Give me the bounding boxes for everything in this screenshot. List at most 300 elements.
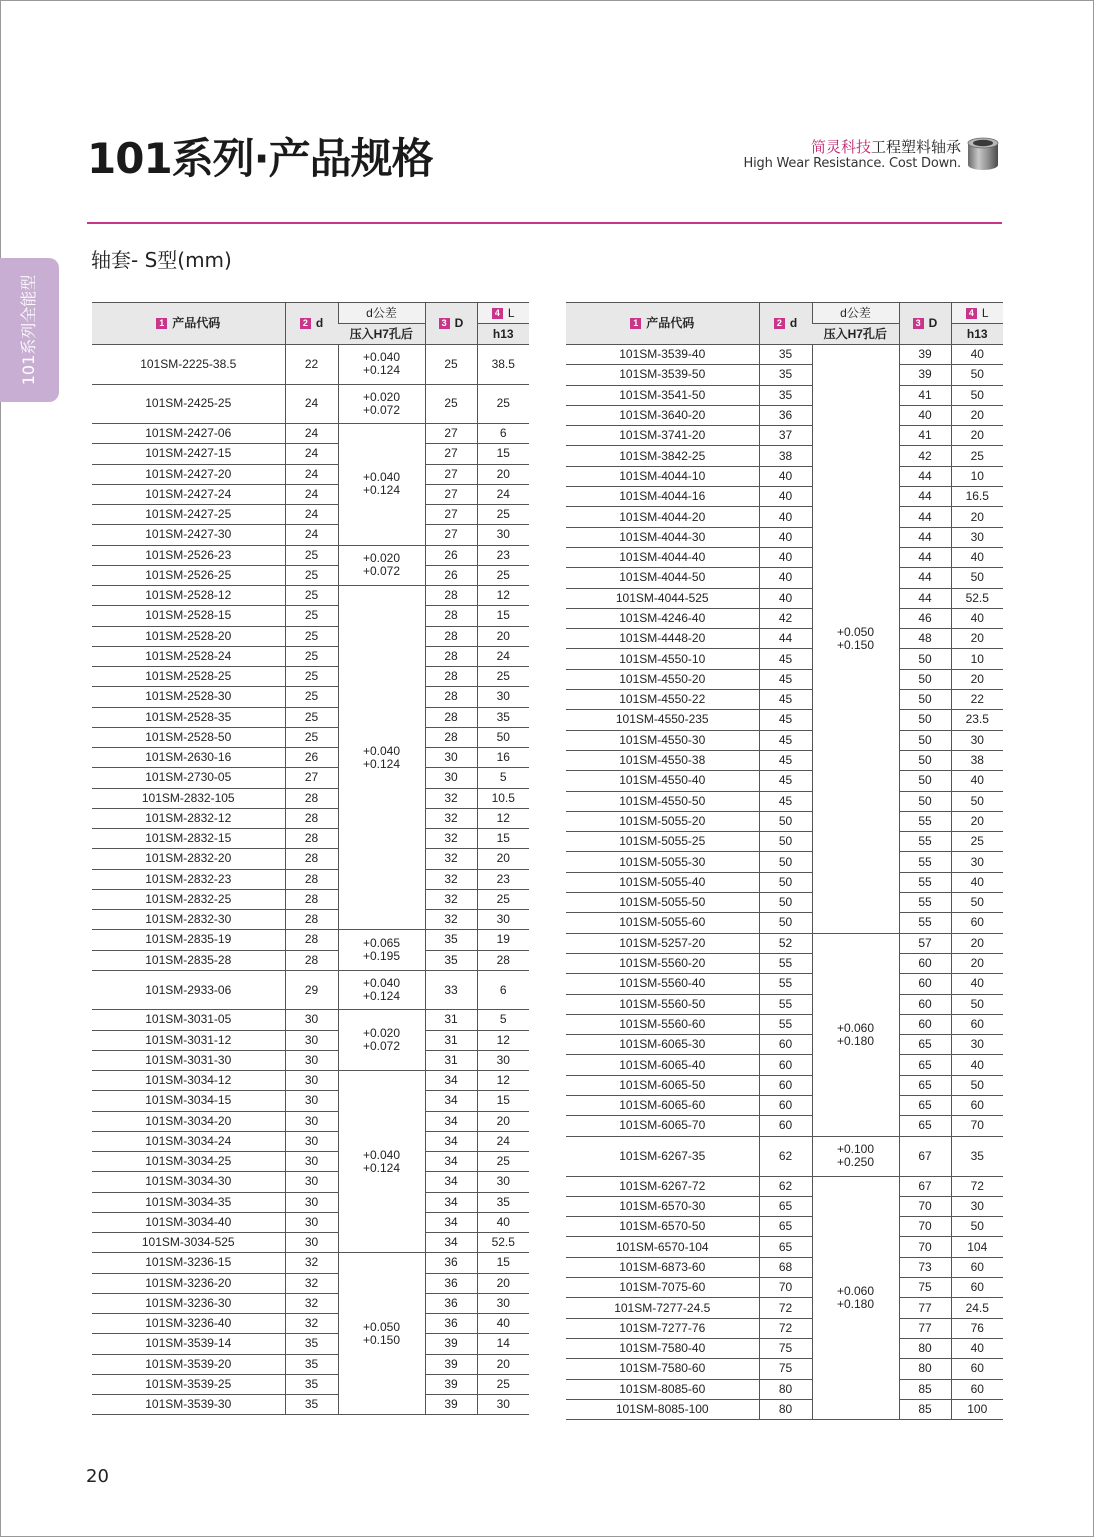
tolerance-cell [812, 933, 899, 1136]
table-row [92, 1192, 529, 1212]
inner-diameter-cell: 55 [759, 994, 812, 1014]
product-code-cell: 101SM-6267-35 [566, 1136, 759, 1176]
column-number-badge: 4 [492, 308, 503, 319]
length-cell: 20 [477, 1273, 529, 1293]
product-code-cell: 101SM-3034-20 [92, 1111, 285, 1131]
table-row [566, 629, 1003, 649]
inner-diameter-cell: 55 [759, 974, 812, 994]
table-row [566, 1237, 1003, 1257]
product-code-cell: 101SM-4550-20 [566, 669, 759, 689]
spec-table-right [566, 302, 1003, 1420]
column-header-d-label: d [789, 316, 798, 330]
length-cell: 30 [951, 730, 1003, 750]
inner-diameter-cell: 45 [759, 710, 812, 730]
tolerance-cell [812, 1136, 899, 1176]
table-row [566, 446, 1003, 466]
tolerance-cell [812, 345, 899, 934]
column-header-tolerance-sub: 压入H7孔后 [338, 324, 425, 345]
outer-diameter-cell: 50 [899, 750, 951, 770]
outer-diameter-cell: 28 [425, 606, 477, 626]
tolerance-upper: +0.060 [836, 1283, 875, 1298]
tolerance-upper: +0.040 [362, 1147, 401, 1162]
product-code-cell: 101SM-6065-40 [566, 1055, 759, 1075]
product-code-cell: 101SM-2835-28 [92, 950, 285, 970]
length-cell: 40 [477, 1314, 529, 1334]
length-cell: 20 [477, 626, 529, 646]
bearing-icon [966, 136, 1000, 172]
outer-diameter-cell: 67 [899, 1136, 951, 1176]
table-row [92, 1334, 529, 1354]
table-row [92, 869, 529, 889]
length-cell: 50 [477, 727, 529, 747]
outer-diameter-cell: 32 [425, 889, 477, 909]
table-row [92, 1212, 529, 1232]
inner-diameter-cell: 24 [285, 444, 338, 464]
tolerance-upper: +0.040 [362, 743, 401, 758]
column-number-badge: 1 [630, 318, 641, 329]
inner-diameter-cell: 35 [285, 1395, 338, 1415]
length-cell: 40 [951, 547, 1003, 567]
outer-diameter-cell: 30 [425, 748, 477, 768]
length-cell: 30 [951, 1196, 1003, 1216]
product-code-cell: 101SM-2933-06 [92, 970, 285, 1010]
table-row [92, 1314, 529, 1334]
inner-diameter-cell: 30 [285, 1010, 338, 1030]
product-code-cell: 101SM-4550-22 [566, 690, 759, 710]
outer-diameter-cell: 34 [425, 1212, 477, 1232]
length-cell: 50 [951, 385, 1003, 405]
table-row [566, 791, 1003, 811]
inner-diameter-cell: 50 [759, 811, 812, 831]
inner-diameter-cell: 60 [759, 1035, 812, 1055]
table-row [566, 994, 1003, 1014]
length-cell: 30 [951, 1035, 1003, 1055]
product-code-cell: 101SM-3031-12 [92, 1030, 285, 1050]
product-code-cell: 101SM-8085-100 [566, 1399, 759, 1419]
outer-diameter-cell: 36 [425, 1314, 477, 1334]
table-row [566, 1298, 1003, 1318]
table-row [566, 872, 1003, 892]
table-row [92, 950, 529, 970]
inner-diameter-cell: 28 [285, 808, 338, 828]
outer-diameter-cell: 27 [425, 505, 477, 525]
tolerance-lower: +0.150 [836, 637, 875, 652]
product-code-cell: 101SM-2528-20 [92, 626, 285, 646]
length-cell: 40 [951, 1338, 1003, 1358]
length-cell: 15 [477, 829, 529, 849]
inner-diameter-cell: 68 [759, 1257, 812, 1277]
inner-diameter-cell: 65 [759, 1196, 812, 1216]
product-code-cell: 101SM-5055-20 [566, 811, 759, 831]
product-code-cell: 101SM-7580-40 [566, 1338, 759, 1358]
outer-diameter-cell: 65 [899, 1055, 951, 1075]
length-cell: 35 [477, 707, 529, 727]
tolerance-cell [338, 545, 425, 586]
inner-diameter-cell: 55 [759, 1014, 812, 1034]
inner-diameter-cell: 40 [759, 487, 812, 507]
column-number-badge: 2 [774, 318, 785, 329]
product-code-cell: 101SM-4550-40 [566, 771, 759, 791]
table-row [92, 505, 529, 525]
outer-diameter-cell: 35 [425, 950, 477, 970]
table-row [92, 889, 529, 909]
inner-diameter-cell: 45 [759, 730, 812, 750]
outer-diameter-cell: 36 [425, 1293, 477, 1313]
table-row [566, 730, 1003, 750]
product-code-cell: 101SM-4044-50 [566, 568, 759, 588]
table-row [566, 1318, 1003, 1338]
length-cell: 25 [477, 565, 529, 585]
inner-diameter-cell: 30 [285, 1091, 338, 1111]
table-row [566, 1116, 1003, 1136]
outer-diameter-cell: 34 [425, 1233, 477, 1253]
outer-diameter-cell: 28 [425, 707, 477, 727]
outer-diameter-cell: 39 [425, 1334, 477, 1354]
table-row [92, 646, 529, 666]
length-cell: 60 [951, 1278, 1003, 1298]
inner-diameter-cell: 40 [759, 568, 812, 588]
outer-diameter-cell: 27 [425, 525, 477, 545]
product-code-cell: 101SM-2832-25 [92, 889, 285, 909]
outer-diameter-cell: 34 [425, 1172, 477, 1192]
inner-diameter-cell: 60 [759, 1075, 812, 1095]
inner-diameter-cell: 25 [285, 626, 338, 646]
outer-diameter-cell: 39 [899, 345, 951, 365]
side-tab [0, 258, 59, 402]
inner-diameter-cell: 32 [285, 1273, 338, 1293]
inner-diameter-cell: 28 [285, 889, 338, 909]
outer-diameter-cell: 28 [425, 687, 477, 707]
length-cell: 20 [951, 507, 1003, 527]
table-row [92, 606, 529, 626]
table-row [92, 1273, 529, 1293]
product-code-cell: 101SM-7075-60 [566, 1278, 759, 1298]
length-cell: 50 [951, 994, 1003, 1014]
outer-diameter-cell: 44 [899, 527, 951, 547]
product-code-cell: 101SM-7277-76 [566, 1318, 759, 1338]
outer-diameter-cell: 26 [425, 565, 477, 585]
tolerance-lower: +0.124 [362, 363, 401, 378]
product-code-cell: 101SM-3539-14 [92, 1334, 285, 1354]
length-cell: 30 [477, 1293, 529, 1313]
tolerance-upper: +0.040 [362, 350, 401, 365]
table-row [566, 1379, 1003, 1399]
inner-diameter-cell: 45 [759, 750, 812, 770]
inner-diameter-cell: 62 [759, 1136, 812, 1176]
inner-diameter-cell: 24 [285, 384, 338, 424]
inner-diameter-cell: 28 [285, 930, 338, 950]
table-row [92, 626, 529, 646]
tolerance-lower: +0.124 [362, 989, 401, 1003]
product-code-cell: 101SM-3034-35 [92, 1192, 285, 1212]
page-number: 20 [86, 1466, 109, 1487]
inner-diameter-cell: 72 [759, 1298, 812, 1318]
inner-diameter-cell: 75 [759, 1359, 812, 1379]
column-header-tolerance: d公差 [812, 303, 899, 324]
side-tab-label: 101系列全能型 [19, 274, 38, 386]
outer-diameter-cell: 28 [425, 586, 477, 606]
table-row [566, 547, 1003, 567]
tolerance-upper: +0.050 [362, 1319, 401, 1334]
outer-diameter-cell: 32 [425, 829, 477, 849]
product-code-cell: 101SM-3539-50 [566, 365, 759, 385]
inner-diameter-cell: 40 [759, 466, 812, 486]
section-subtitle: 轴套- S型(mm) [91, 248, 232, 272]
length-cell: 52.5 [951, 588, 1003, 608]
inner-diameter-cell: 25 [285, 586, 338, 606]
table-row [92, 687, 529, 707]
table-row [566, 953, 1003, 973]
table-row [92, 1091, 529, 1111]
inner-diameter-cell: 29 [285, 970, 338, 1010]
tolerance-cell [338, 345, 425, 385]
column-header-length-label: L [981, 305, 989, 320]
column-number-badge: 3 [439, 318, 450, 329]
outer-diameter-cell: 50 [899, 730, 951, 750]
table-row [566, 1359, 1003, 1379]
outer-diameter-cell: 39 [425, 1395, 477, 1415]
length-cell: 30 [951, 527, 1003, 547]
column-header-d-label: d [315, 316, 324, 330]
inner-diameter-cell: 25 [285, 707, 338, 727]
length-cell: 23.5 [951, 710, 1003, 730]
outer-diameter-cell: 55 [899, 893, 951, 913]
outer-diameter-cell: 36 [425, 1273, 477, 1293]
length-cell: 104 [951, 1237, 1003, 1257]
length-cell: 60 [951, 1359, 1003, 1379]
product-code-cell: 101SM-2225-38.5 [92, 345, 285, 385]
outer-diameter-cell: 55 [899, 852, 951, 872]
table-row [566, 1035, 1003, 1055]
length-cell: 50 [951, 568, 1003, 588]
length-cell: 60 [951, 1095, 1003, 1115]
table-row [92, 1233, 529, 1253]
outer-diameter-cell: 39 [425, 1374, 477, 1394]
inner-diameter-cell: 30 [285, 1233, 338, 1253]
inner-diameter-cell: 25 [285, 727, 338, 747]
outer-diameter-cell: 34 [425, 1192, 477, 1212]
inner-diameter-cell: 45 [759, 649, 812, 669]
table-row [566, 527, 1003, 547]
length-cell: 20 [951, 405, 1003, 425]
product-code-cell: 101SM-2526-25 [92, 565, 285, 585]
outer-diameter-cell: 28 [425, 727, 477, 747]
inner-diameter-cell: 27 [285, 768, 338, 788]
table-row [566, 649, 1003, 669]
table-row [92, 1111, 529, 1131]
length-cell: 16.5 [951, 487, 1003, 507]
table-row [566, 568, 1003, 588]
length-cell: 60 [951, 1014, 1003, 1034]
tolerance-lower: +0.250 [836, 1155, 875, 1170]
tolerance-upper: +0.040 [362, 470, 401, 485]
outer-diameter-cell: 60 [899, 1014, 951, 1034]
outer-diameter-cell: 55 [899, 913, 951, 933]
outer-diameter-cell: 28 [425, 667, 477, 687]
spec-table-left [92, 302, 529, 1415]
inner-diameter-cell: 26 [285, 748, 338, 768]
length-cell: 50 [951, 1075, 1003, 1095]
product-code-cell: 101SM-5055-60 [566, 913, 759, 933]
inner-diameter-cell: 50 [759, 832, 812, 852]
table-row [92, 1172, 529, 1192]
outer-diameter-cell: 28 [425, 626, 477, 646]
length-cell: 23 [477, 869, 529, 889]
product-code-cell: 101SM-6065-70 [566, 1116, 759, 1136]
table-row [566, 1196, 1003, 1216]
inner-diameter-cell: 45 [759, 791, 812, 811]
length-cell: 50 [951, 1217, 1003, 1237]
product-code-cell: 101SM-3034-12 [92, 1071, 285, 1091]
product-code-cell: 101SM-2526-23 [92, 545, 285, 565]
column-header-code [92, 303, 285, 345]
length-cell: 25 [951, 832, 1003, 852]
table-row [92, 1293, 529, 1313]
length-cell: 50 [951, 893, 1003, 913]
product-code-cell: 101SM-3236-15 [92, 1253, 285, 1273]
length-cell: 60 [951, 913, 1003, 933]
length-cell: 16 [477, 748, 529, 768]
length-cell: 40 [477, 1212, 529, 1232]
inner-diameter-cell: 45 [759, 771, 812, 791]
column-header-outer-d-label: D [928, 316, 938, 330]
inner-diameter-cell: 24 [285, 484, 338, 504]
product-code-cell: 101SM-4044-10 [566, 466, 759, 486]
length-cell: 24 [477, 1131, 529, 1151]
table-row [92, 748, 529, 768]
length-cell: 10 [951, 649, 1003, 669]
product-code-cell: 101SM-4448-20 [566, 629, 759, 649]
length-cell: 5 [477, 768, 529, 788]
outer-diameter-cell: 39 [899, 365, 951, 385]
inner-diameter-cell: 37 [759, 426, 812, 446]
inner-diameter-cell: 35 [759, 385, 812, 405]
product-code-cell: 101SM-5055-50 [566, 893, 759, 913]
table-row [92, 829, 529, 849]
tolerance-lower: +0.124 [362, 483, 401, 498]
column-header-length [951, 303, 1003, 324]
length-cell: 15 [477, 444, 529, 464]
product-code-cell: 101SM-4550-50 [566, 791, 759, 811]
product-code-cell: 101SM-2832-20 [92, 849, 285, 869]
inner-diameter-cell: 25 [285, 646, 338, 666]
product-code-cell: 101SM-6570-104 [566, 1237, 759, 1257]
inner-diameter-cell: 55 [759, 953, 812, 973]
length-cell: 12 [477, 1071, 529, 1091]
table-row [92, 1253, 529, 1273]
outer-diameter-cell: 50 [899, 690, 951, 710]
inner-diameter-cell: 40 [759, 527, 812, 547]
length-cell: 30 [477, 910, 529, 930]
table-row [92, 849, 529, 869]
tolerance-lower: +0.072 [362, 402, 401, 417]
outer-diameter-cell: 55 [899, 811, 951, 831]
product-code-cell: 101SM-2528-50 [92, 727, 285, 747]
inner-diameter-cell: 35 [759, 365, 812, 385]
length-cell: 28 [477, 950, 529, 970]
tolerance-lower: +0.072 [362, 1039, 401, 1054]
column-number-badge: 4 [966, 308, 977, 319]
length-cell: 35 [477, 1192, 529, 1212]
table-row [566, 832, 1003, 852]
product-code-cell: 101SM-5560-50 [566, 994, 759, 1014]
outer-diameter-cell: 44 [899, 466, 951, 486]
inner-diameter-cell: 30 [285, 1050, 338, 1070]
table-row [566, 710, 1003, 730]
outer-diameter-cell: 65 [899, 1116, 951, 1136]
length-cell: 25 [477, 667, 529, 687]
table-row [566, 1217, 1003, 1237]
inner-diameter-cell: 50 [759, 852, 812, 872]
column-header-tolerance: d公差 [338, 303, 425, 324]
outer-diameter-cell: 31 [425, 1050, 477, 1070]
length-cell: 20 [951, 811, 1003, 831]
outer-diameter-cell: 44 [899, 507, 951, 527]
length-cell: 30 [477, 1172, 529, 1192]
inner-diameter-cell: 30 [285, 1212, 338, 1232]
product-code-cell: 101SM-3539-30 [92, 1395, 285, 1415]
table-row [92, 424, 529, 444]
product-code-cell: 101SM-3034-24 [92, 1131, 285, 1151]
product-code-cell: 101SM-3034-15 [92, 1091, 285, 1111]
inner-diameter-cell: 30 [285, 1172, 338, 1192]
length-cell: 76 [951, 1318, 1003, 1338]
product-code-cell: 101SM-3640-20 [566, 405, 759, 425]
length-cell: 35 [951, 1136, 1003, 1176]
product-code-cell: 101SM-2427-06 [92, 424, 285, 444]
inner-diameter-cell: 52 [759, 933, 812, 953]
product-code-cell: 101SM-3031-05 [92, 1010, 285, 1030]
outer-diameter-cell: 46 [899, 608, 951, 628]
tolerance-lower: +0.072 [362, 564, 401, 579]
product-code-cell: 101SM-3539-20 [92, 1354, 285, 1374]
tolerance-upper: +0.100 [836, 1142, 875, 1157]
product-code-cell: 101SM-6570-30 [566, 1196, 759, 1216]
tolerance-cell [338, 384, 425, 424]
outer-diameter-cell: 39 [425, 1354, 477, 1374]
length-cell: 14 [477, 1334, 529, 1354]
inner-diameter-cell: 28 [285, 788, 338, 808]
inner-diameter-cell: 30 [285, 1152, 338, 1172]
inner-diameter-cell: 35 [759, 345, 812, 365]
outer-diameter-cell: 48 [899, 629, 951, 649]
outer-diameter-cell: 41 [899, 426, 951, 446]
tolerance-upper: +0.065 [362, 936, 401, 950]
table-row [92, 1050, 529, 1070]
tolerance-cell [338, 424, 425, 546]
outer-diameter-cell: 31 [425, 1030, 477, 1050]
product-code-cell: 101SM-7580-60 [566, 1359, 759, 1379]
table-row [566, 345, 1003, 365]
inner-diameter-cell: 30 [285, 1111, 338, 1131]
product-code-cell: 101SM-3541-50 [566, 385, 759, 405]
outer-diameter-cell: 70 [899, 1196, 951, 1216]
table-row [92, 1030, 529, 1050]
inner-diameter-cell: 65 [759, 1217, 812, 1237]
inner-diameter-cell: 30 [285, 1071, 338, 1091]
column-number-badge: 3 [913, 318, 924, 329]
product-code-cell: 101SM-3236-30 [92, 1293, 285, 1313]
column-header-length-sub: h13 [477, 324, 529, 345]
outer-diameter-cell: 50 [899, 649, 951, 669]
inner-diameter-cell: 72 [759, 1318, 812, 1338]
table-row [92, 768, 529, 788]
outer-diameter-cell: 44 [899, 547, 951, 567]
table-row [566, 1176, 1003, 1196]
outer-diameter-cell: 70 [899, 1217, 951, 1237]
tolerance-lower: +0.124 [362, 1160, 401, 1175]
length-cell: 20 [951, 669, 1003, 689]
